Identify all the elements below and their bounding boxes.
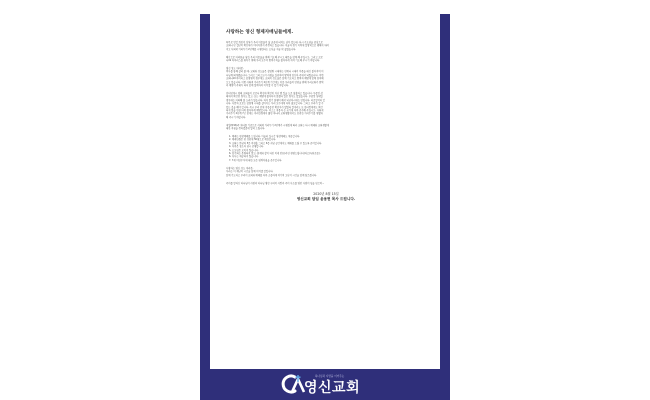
paragraph-3 (226, 67, 426, 87)
text-line: 과 예방의 주체가 되어 함께 협력하여 이겨낼 수 있기 바랍니다. (226, 84, 289, 88)
paragraph-1 (226, 41, 426, 51)
list-item: 2. 예배인원은 전 성전에 50명으로 제한합니다. (229, 138, 277, 142)
guideline-list (229, 135, 426, 162)
text-line: 거리두기 2단계 7근 참에는 지리한경에서 밟힌 하나라 교회생활에서도 인전한 거리두기를 생활화 (226, 112, 323, 116)
text-line: 역사를 통해 살펴 볼 때, 교회와 성도들은 감염병 시대에는 언제나 시대의 아픔을 대신 짊어지며 이 (226, 70, 324, 74)
text-line: 우리는 이 재난의 시간을 함께 이겨낼 것입니다. (226, 170, 274, 174)
text-line: 교회나19 바이러스 감염병의 경우에도 교회의 성도들은 함께 기도하고 방역과 예방에 함께 참여해 (226, 77, 324, 81)
text-line: 인터넷게시 형태 교회들이 코로나 확진과 확산이 지난 몇 일을 도로 탈출하고 있습니다. 우중앙 상 (226, 91, 323, 95)
letter-signature: 영신교회 담임 윤용현 목사 드립니다. (296, 196, 356, 201)
letter-date: 2020년 8월 15일 (313, 191, 339, 196)
list-item: 6. 장기회는 운영되지 않고, 현재와 같이 다인 이네 안(온라인 찬양드립니다)하고(녹화로중). (229, 152, 321, 156)
church-name: 영신교회 (304, 380, 361, 396)
list-item: 5. 소모임은 모이지 않습니다. (229, 148, 259, 152)
church-footer (200, 369, 450, 400)
text-line: 태에서 확산된 경우도 있고, 또는 예방에 철저하지 못했다 일은 경우도 있었습니다. 우중앙 상태일 (226, 95, 323, 99)
paragraph-6 (226, 167, 426, 177)
text-line: 경우에는 어떠해 볼 도리가 없습니다. 하지 없기 불행이 해서 피난하시에는 안됩니다. 피로향이하 합 (226, 98, 325, 102)
text-line: 해산으로 어려움을 당한 우리 이웃들을 위해 기도해 주시고 따뜻을 함께 해 주십시오. 그리고 코로 (226, 55, 323, 59)
text-line: 해 주시기 바랍니다. (226, 115, 246, 119)
list-item: 6. 식사는 제공되지 않습니다. (229, 155, 259, 159)
paragraph-7 (226, 182, 426, 185)
text-line: 니다. 사람과 코로는 감염병 시대를 살아가는 우리 모두에게 더욱 필요합니다. 그리고 우리가 할 수 (226, 102, 324, 106)
letter-body (226, 30, 426, 202)
text-line: 지고 사회적 거리두기 2단계를 시행한다는 소식을 지금 막 들었습니다. (226, 47, 297, 51)
church-logo-icon (280, 374, 306, 394)
text-line: 주의를 향하신 하나님의 사랑과 하나님 영안 구리의 사람과 주의 사조를 영안 사랑의 힘을 믿으며... (226, 181, 325, 185)
text-line: 나19 바이러스를 퇴치기 위해 우리 모두의 방역수칙을 철저하게 지켜 기도해 주시기 바랍니다. (226, 59, 320, 63)
church-slogan: 하나님과 사람을 이어주는 (315, 375, 345, 378)
text-line: 대한 지침을 정하였음에 알려 드립니다. (226, 127, 266, 131)
text-line: 되지 않을 만큼 더욱 철저하게 예방합시다. 마스크 착용과 손 씻기에 더욱 준수해 주십시오. 사회적 (226, 109, 324, 112)
list-item: 1. 예배는 현장예배를 드립니다. 아울러 실시간 영상예배도 제공합니다. (229, 135, 300, 139)
letter-paper (210, 14, 440, 369)
text-line: 특무로 연합 개인의 상처가 우리 이웃들의 삶 곳곳에 퍼져도 남아 있는데, 다시 수도권을 중심으로 (226, 41, 323, 44)
text-line: 내일(8/16)주 부터를 기준으로 사회적 거리두기 2단계가 시행됨에 따라 교회는 다시 예배와 교회생활에 (226, 123, 329, 127)
list-item: 7. 7세 이인수자에 대한 모든 평역지침을 준수합니다. (229, 158, 283, 162)
text-line: 오고 있습니다. 이번 사회적 거리두기 2단계 기간에도 이웃 우리들의 안전을 위해 우리교회가 방역 (226, 80, 324, 84)
text-line: 있는 것을 해야 합니다. 즉시 우리 안에 작중동안 확인자가 없었다 할지라도 또 한다람에게도 확산 (226, 105, 323, 109)
paragraph-5 (226, 124, 426, 131)
text-line: 나님께 회개했습니다. 그리고 그리스도의 사랑을 실천하며 방역에 헌신하 주에서 되었습니다. 이번 (226, 73, 324, 77)
paragraph-4 (226, 92, 426, 119)
letter-frame (200, 14, 450, 400)
text-line: 교회나 단 집단의 확산세가 이어지면서 걱정하고 있습니다. 서울과 경기 지역에 일방적으로 행해지 내려 (226, 44, 329, 48)
text-line: 영신 성도 여러분, (226, 67, 244, 71)
text-line: 사랑하는 영신 성도 여러분, (226, 166, 254, 170)
paragraph-2 (226, 56, 426, 63)
letter-salutation: 사랑하는 영신 형제자매님들에게. (226, 30, 294, 35)
list-item: 3. 교회는 본당과 5층 비전홀 그리고 6층 식당 공간에서도 예배를 드릴 수 있도록 준비합니다. (229, 141, 322, 145)
list-item: 4. 저녁은 청소과 당시 준행합니다. (229, 145, 264, 149)
text-line: 함께 기도하고 우리의 교회와 예배를 더욱 소중하게 여기며 고난의 시간을 함께 힘쓰겠니다. (226, 173, 317, 177)
